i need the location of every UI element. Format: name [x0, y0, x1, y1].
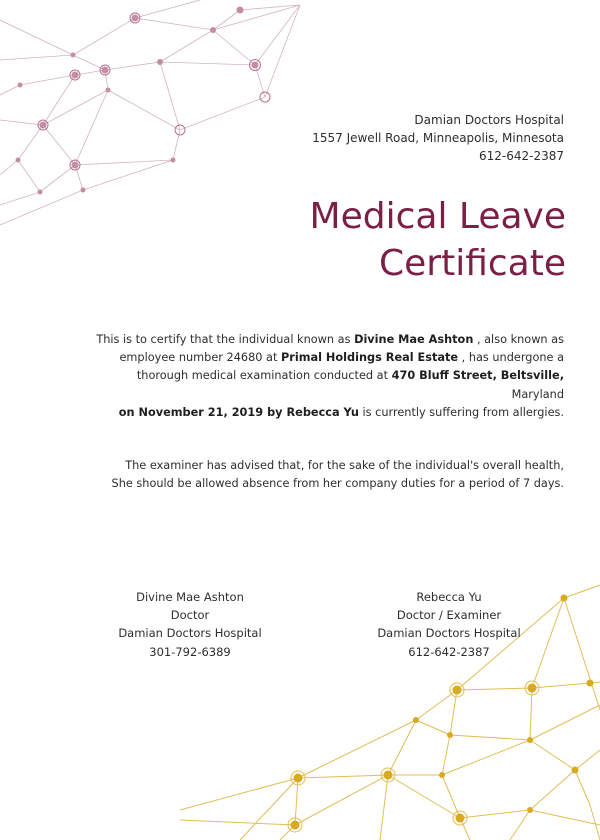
p1-text-3: , has undergone a thorough medical examination conducted at [136, 351, 564, 383]
sig-right-org: Damian Doctors Hospital [377, 626, 521, 641]
advice-paragraph [94, 457, 564, 493]
sig-left-role: Doctor [170, 608, 210, 623]
patient-name: Divine Mae Ashton [354, 333, 474, 346]
p2-line-2: She should be allowed absence from her company duties for a period of 7 days. [111, 477, 564, 491]
certification-paragraph [94, 331, 564, 422]
hospital-name: Damian Doctors Hospital [414, 113, 564, 127]
sig-left-phone: 301-792-6389 [149, 644, 231, 659]
sig-right-name: Rebecca Yu [416, 590, 482, 604]
sig-left-org: Damian Doctors Hospital [118, 626, 262, 641]
sig-right-role: Doctor / Examiner [396, 608, 502, 623]
signature-block-patient [80, 588, 300, 661]
sig-right-phone: 612-642-2387 [408, 644, 490, 659]
network-decoration-top [0, 0, 310, 230]
certificate-title [310, 193, 566, 287]
p1-text-4: Maryland [511, 387, 564, 401]
p1-text-2: , also known as employee number 24680 at [119, 333, 564, 365]
exam-date-examiner: on November 21, 2019 by Rebecca Yu [118, 405, 359, 419]
certificate-body [94, 331, 564, 493]
p1-text-5: is currently suffering from allergies. [358, 405, 564, 419]
sig-left-name: Divine Mae Ashton [136, 590, 244, 604]
title-line-1: Medical Leave [309, 196, 566, 237]
title-line-2: Certificate [379, 243, 566, 284]
signature-block-examiner [339, 588, 559, 661]
p2-line-1: The examiner has advised that, for the sake of the individual's overall health, [125, 459, 564, 473]
hospital-phone: 612-642-2387 [478, 149, 564, 163]
company-name: Primal Holdings Real Estate [280, 351, 459, 365]
p1-text-1: This is to certify that the individual known as [96, 333, 355, 346]
hospital-header [312, 111, 564, 165]
hospital-address: 1557 Jewell Road, Minneapolis, Minnesota [312, 131, 564, 145]
exam-address: 470 Bluff Street, Beltsville, [391, 369, 564, 383]
